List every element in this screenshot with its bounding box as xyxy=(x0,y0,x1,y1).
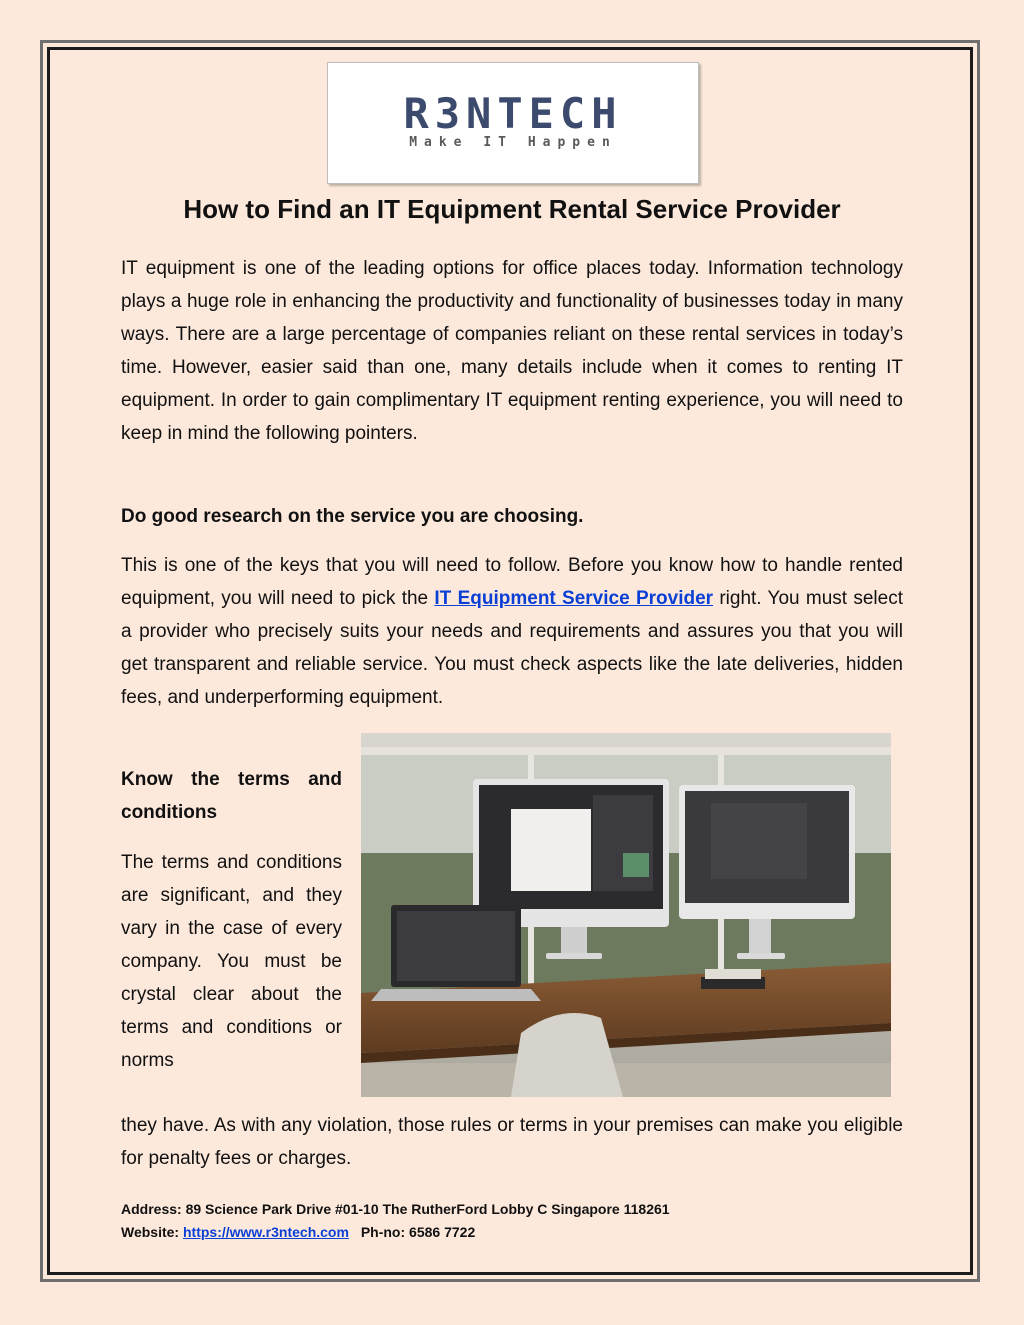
footer-contact-line xyxy=(121,1221,475,1243)
it-equipment-service-provider-link[interactable]: IT Equipment Service Provider xyxy=(434,588,714,609)
website-label: Website: xyxy=(121,1224,180,1240)
address-label: Address: xyxy=(121,1201,182,1217)
section-terms-heading: Know the terms and conditions xyxy=(121,769,342,823)
phone-label: Ph-no: xyxy=(360,1224,406,1240)
page-title: How to Find an IT Equipment Rental Service Provider xyxy=(183,194,841,224)
address-value: 89 Science Park Drive #01-10 The RutherFord Lobby C Singapore 118261 xyxy=(185,1201,670,1217)
company-logo xyxy=(327,62,699,184)
section-research-paragraph xyxy=(121,549,903,714)
logo-brand: R3NTECH xyxy=(403,89,623,138)
section-terms-paragraph-continued: they have. As with any violation, those rules or terms in your premises can make you eligible for penalty fees or charges. xyxy=(121,1115,903,1169)
section-research-heading: Do good research on the service you are choosing. xyxy=(121,506,584,527)
website-link[interactable]: https://www.r3ntech.com xyxy=(182,1224,349,1240)
intro-paragraph: IT equipment is one of the leading options for office places today. Information technology plays a huge role in enhancing the productivity and functionality of businesses today in many ways. There are a large percentage of companies reliant on these rental services in today’s time. However, easier said than one, many details include when it comes to renting IT equipment. In order to gain complimentary IT equipment renting experience, you will need to keep in mind the following pointers. xyxy=(121,258,903,444)
logo-tagline: Make IT Happen xyxy=(409,135,617,150)
research-text-end: right. You must select a provider who precisely suits your needs and requirements and assures you that you will get transparent and reliable service. You must check aspects like the late deliveries, hidden fees, and underperforming equipment. xyxy=(121,588,903,708)
footer-address-line xyxy=(121,1198,670,1220)
research-text-start: This is one of the keys that you will need to follow. Before you know how to handle rented equipment, you will need to pick the xyxy=(121,555,903,609)
section-terms-paragraph-narrow: The terms and conditions are significant, and they vary in the case of every company. You must be crystal clear about the terms and conditions or norms xyxy=(121,852,342,1071)
phone-value: 6586 7722 xyxy=(409,1224,476,1240)
desk-computers-photo xyxy=(361,733,891,1097)
